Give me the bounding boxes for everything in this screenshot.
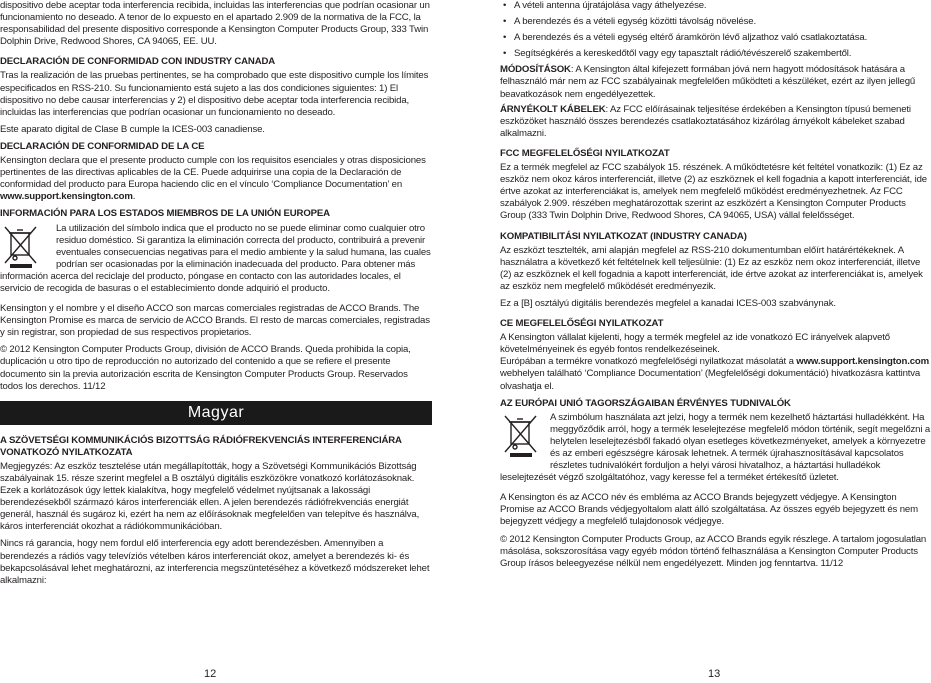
shielded-cables-para: ÁRNYÉKOLT KÁBELEK: Az FCC előírásainak teljesítése érdekében a Kensington típusú bemeneti eszközöket használó összes berendezés csatlakoztatásához kizárólag árnyékolt kábeleket szabad alkalmazni. [500,103,911,139]
modifications-para: MÓDOSÍTÁSOK: A Kensington által kifejezett formában jóvá nem hagyott módosítások hatására a felhasználó már nem az FCC szabályainak megfelelően működteti a készüléket, ezért az ilyen jellegű beavatkozások nem engedélyezettek. [500,64,916,100]
crossed-out-wheelie-bin-icon [2,225,40,269]
page-number-right: 13 [708,668,721,680]
ic-heading-hu: KOMPATIBILITÁSI NYILATKOZAT (INDUSTRY CANADA) [500,230,747,242]
fcc-heading-hu: A SZÖVETSÉGI KOMMUNIKÁCIÓS BIZOTTSÁG RÁDIÓFREKVENCIÁS INTERFERENCIÁRA VONATKOZÓ NYILATKOZATA [0,434,402,458]
trademark-es: Kensington y el nombre y el diseño ACCO son marcas comerciales registradas de ACCO Brands. The Kensington Promise es marca de servicio de ACCO Brands. El resto de marcas comerciales, registradas y sin registrar, son propiedad de sus respectivos propietarios. [0,303,430,339]
ce-heading-hu: CE MEGFELELŐSÉGI NYILATKOZAT [500,318,664,330]
weee-section-hu [500,412,931,485]
weee-section-es [0,223,432,296]
left-page [0,0,432,592]
right-page [500,0,931,575]
weee-heading-hu: AZ EURÓPAI UNIÓ TAGORSZÁGAIBAN ÉRVÉNYES TUDNIVALÓK [500,397,791,409]
list-item: • A berendezés és a vételi egység közötti távolság növelése. [514,16,931,28]
list-item: • A berendezés és a vételi egység eltérő áramkörön lévő aljzathoz való csatlakoztatása. [514,32,931,44]
copyright-es: © 2012 Kensington Computer Products Group, división de ACCO Brands. Queda prohibida la copia, duplicación u otro tipo de reproducción no autorizado del contenido a que se refiere el presente documento sin la previa autorización escrita de Kensington Computer Products Group. Reservados todos los derechos. 11/12 [0,344,411,392]
ic-heading-es: DECLARACIÓN DE CONFORMIDAD CON INDUSTRY CANADA [0,56,276,68]
weee-body-es: La utilización del símbolo indica que el producto no se puede eliminar como cualquier otro residuo doméstico. Si garantiza la eliminación correcta del producto, contribuirá a prevenir eventuales consecuencias negativas para el medio ambiente y la salud humana, las cuales podrían ser ocasionadas por la eliminación inadecuada del producto. Para obtener más información acerca del reciclaje del producto, póngase en contacto con las autoridades locales, el servicio de recogida de basuras o el establecimiento donde adquirió el producto. [0,222,431,294]
ce-body2-hu: Európában a termékre vonatkozó megfelelőségi nyilatkozat másolatát a www.support.kensington.com webhelyen található ‘Compliance Documentation’ (Megfelelőségi dokumentáció) hivatkozásra kattintva olvashatja el. [500,356,930,392]
fcc-intro-text: dispositivo debe aceptar toda interferencia recibida, incluidas las interferencias que podrían ocasionar un funcionamiento no deseado. A tenor de lo expuesto en el apartado 2.909 de la normativa de la FCC, la responsabilidad del presente dispositivo corresponde a Kensington Computer Products Group, 333 Twin Dolphin Drive, Redwood Shores, CA 94065, EE. UU. [0,0,430,48]
crossed-out-wheelie-bin-icon [502,414,540,458]
fcc-body2-hu: Nincs rá garancia, hogy nem fordul elő interferencia egy adott berendezésben. Amennyiben a berendezés a rádiós vagy televíziós vételben káros interferenciát okoz, amelyet a berendezés ki- és bekapcsolásával lehet meghatározni, az interferencia megszüntetéséhez a következő módszereket lehet alkalmazni: [0,538,430,586]
fcc-compliance-heading-hu: FCC MEGFELELŐSÉGI NYILATKOZAT [500,147,670,159]
interference-remedies-list [500,0,931,60]
ic-body-hu: Az eszközt tesztelték, ami alapján megfelel az RSS-210 dokumentumban előírt határértékeknek. A használatra a következő két feltételnek kell teljesülnie: (1) Ez az eszköz nem okoz interferenciát, illetve (2) az eszköznek el kell fogadnia a kapott interferenciát, ide értve azokat az interferenciákat is, amelyek az eszköz nem megfelelő működését eredményezik. [500,244,923,292]
ic-body2-es: Este aparato digital de Clase B cumple la ICES-003 canadiense. [0,123,265,135]
list-item: • Segítségkérés a kereskedőtől vagy egy tapasztalt rádió/tévészerelő szakembertől. [514,48,931,60]
ic-body-es: Tras la realización de las pruebas pertinentes, se ha comprobado que este dispositivo cumple los límites especificados en RSS-210. Su funcionamiento está sujeto a las dos condiciones siguientes: 1) El dispositivo no debe causar interferencias y 2) el dispositivo debe aceptar toda interferencia recibida, incluidas las interferencias que podrían ocasionar un funcionamiento no deseado. [0,70,429,118]
ce-heading-es: DECLARACIÓN DE CONFORMIDAD DE LA CE [0,140,205,152]
weee-body-hu: A szimbólum használata azt jelzi, hogy a termék nem kezelhető háztartási hulladékként. Ha meggyőződik arról, hogy a termék leselejtezése megfelelő módon történik, segít megelőzni a helytelen leselejtezésből fakadó olyan esetleges következményeket, amelyek a környezetre és az emberi egészségre károsak lehetnek. A termék újrahasznosításával kapcsolatos részletes tudnivalókért forduljon a helyi városi hivatalhoz, a háztartási hulladékok leselejtezését végző szolgáltatóhoz, vagy keresse fel a terméket értékesítő üzletet. [500,411,931,484]
weee-heading-es: INFORMACIÓN PARA LOS ESTADOS MIEMBROS DE LA UNIÓN EUROPEA [0,208,330,220]
ic-body2-hu: Ez a [B] osztályú digitális berendezés megfelel a kanadai ICES-003 szabványnak. [500,297,836,309]
trademark-hu: A Kensington és az ACCO név és embléma az ACCO Brands bejegyzett védjegye. A Kensington Promise az ACCO Brands védjegyoltalom alatt álló szolgáltatása. Az összes egyéb bejegyzett és nem bejegyzett védjegy a megfelelő tulajdonosok védjegye. [500,492,918,528]
list-item: • A vételi antenna újratájolása vagy áthelyezése. [514,0,931,12]
ce-link-es[interactable]: www.support.kensington.com [0,191,133,203]
ce-body-hu: A Kensington vállalat kijelenti, hogy a termék megfelel az ide vonatkozó EC irányelvek alapvető követelményeinek és egyéb fontos rendelkezéseinek. [500,332,890,356]
fcc-body-hu: Megjegyzés: Az eszköz tesztelése után megállapították, hogy a Szövetségi Kommunikációs Bizottság szabályainak 15. része szerint megfelel a B osztályú digitális eszközökre vonatkozó korlátozásoknak. Ezek a korlátozások úgy lettek kialakítva, hogy megfelelő védelmet nyújtsanak a lakossági berendezésekből származó káros interferenciák ellen. A jelen berendezés rádiófrekvenciás energiát generál, használ és sugároz ki, ezért ha nem az előírásoknak megfelelően van telepítve és használva, káros interferenciát okozhat a rádiókommunikációban. [0,460,420,533]
language-bar-hungarian: Magyar [0,401,432,425]
copyright-hu: © 2012 Kensington Computer Products Group, az ACCO Brands egyik részlege. A tartalom jogosulatlan másolása, sokszorosítása vagy egyéb módon történő felhasználása a Kensington Computer Products Group írásos beleegyezése nélkül nem engedélyezett. Minden jog fenntartva. 11/12 [500,533,927,569]
ce-link-hu[interactable]: www.support.kensington.com [796,356,930,368]
ce-body-es: Kensington declara que el presente producto cumple con los requisitos esenciales y otras disposiciones pertinentes de las directivas aplicables de la CE. Puede adquirirse una copia de la Declaración de conformidad del producto para Europa haciendo clic en el vínculo ‘Compliance Documentation’ en www.support.kensington.com. [0,155,426,203]
fcc-compliance-body-hu: Ez a termék megfelel az FCC szabályok 15. részének. A működtetésre két feltétel vonatkozik: (1) Ez az eszköz nem okoz káros interferenciát, illetve (2) az eszköznek el kell fogadnia a kapott interferenciát, ide értve azokat az interferenciákat is, amelyek nem megfelelő működést eredményezhetnek. Az FCC szabályok 2.909. részében meghatározottak szerint az eszközért a Kensington Computer Products Group (333 Twin Dolphin Drive, Redwood Shores, CA 94065, USA) vállal felelősséget. [500,162,927,222]
page-number-left: 12 [204,668,217,680]
